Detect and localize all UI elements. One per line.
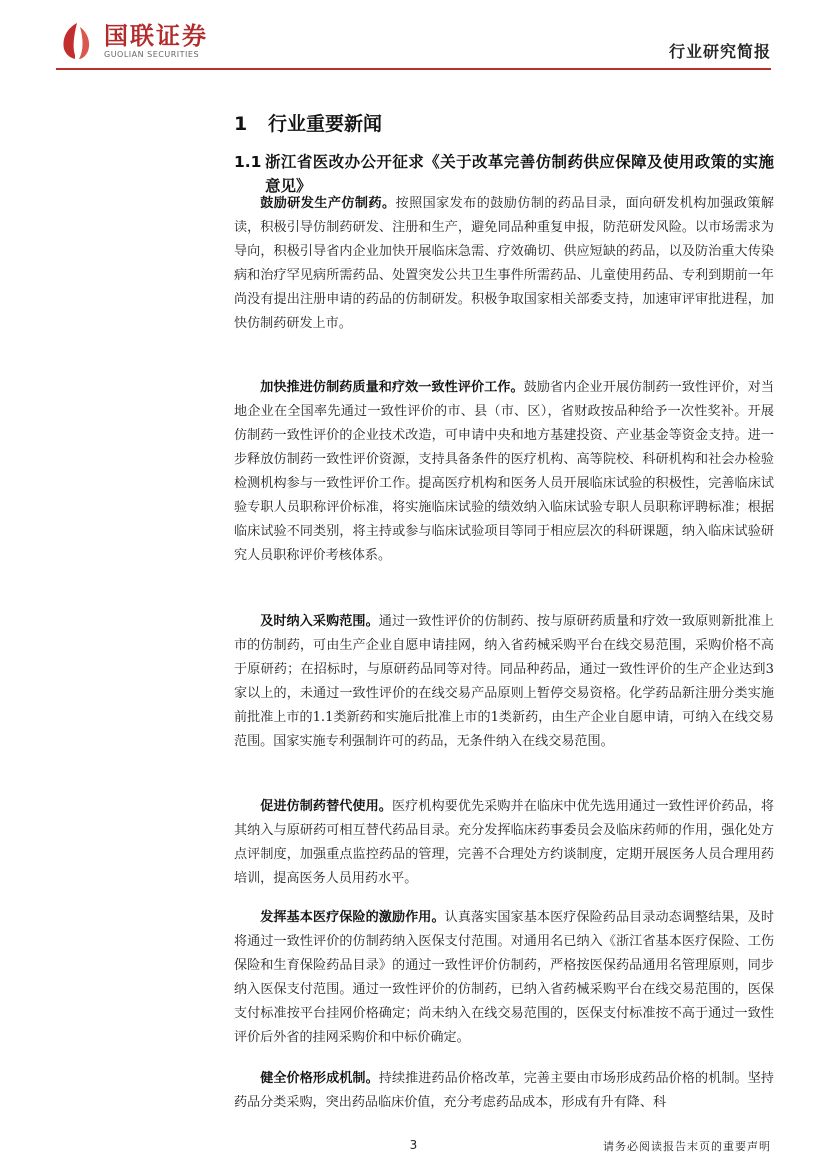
paragraph-lead: 促进仿制药替代使用。 — [260, 799, 392, 814]
subsection-title: 浙江省医改办公开征求《关于改革完善仿制药供应保障及使用政策的实施意见》 — [265, 153, 774, 195]
guolian-logo-icon — [58, 21, 96, 61]
section-heading — [234, 109, 382, 136]
header-divider — [56, 68, 771, 70]
report-type-label: 行业研究简报 — [668, 42, 771, 61]
paragraph — [234, 906, 774, 1050]
section-number: 1 — [234, 113, 248, 135]
footer-disclaimer: 请务必阅读报告末页的重要声明 — [603, 1140, 771, 1153]
paragraph-body: 持续推进药品价格改革，完善主要由市场形成药品价格的机制。坚持药品分类采购，突出药品临床价值，充分考虑药品成本，形成有升有降、科 — [234, 1071, 775, 1110]
paragraph-lead: 加快推进仿制药质量和疗效一致性评价工作。 — [260, 380, 524, 395]
paragraph-lead: 发挥基本医疗保险的激励作用。 — [260, 910, 445, 925]
page-header — [0, 0, 827, 80]
paragraph-body: 医疗机构要优先采购并在临床中优先选用通过一致性评价药品，将其纳入与原研药可相互替代药品目录。充分发挥临床药事委员会及临床药师的作用，强化处方点评制度，加强重点监控药品的管理，完善不合理处方约谈制度，定期开展医务人员合理用药培训，提高医务人员用药水平。 — [234, 799, 775, 886]
paragraph — [234, 376, 774, 568]
paragraph-body: 按照国家发布的鼓励仿制的药品目录，面向研发机构加强政策解读，积极引导仿制药研发、注册和生产，避免同品种重复申报，防范研发风险。以市场需求为导向，积极引导省内企业加快开展临床急需、疗效确切、供应短缺的药品，以及防治重大传染病和治疗罕见病所需药品、处置突发公共卫生事件所需药品、儿童使用药品、专利到期前一年尚没有提出注册申请的药品的仿制研发。积极争取国家相关部委支持，加速审评审批进程，加快仿制药研发上市。 — [234, 196, 775, 331]
paragraph-lead: 健全价格形成机制。 — [260, 1071, 379, 1086]
paragraph — [234, 795, 774, 891]
paragraph-body: 通过一致性评价的仿制药、按与原研药质量和疗效一致原则新批准上市的仿制药，可由生产企业自愿申请挂网，纳入省药械采购平台在线交易范围，采购价格不高于原研药；在招标时，与原研药品同等对待。同品种药品，通过一致性评价的生产企业达到3家以上的，未通过一致性评价的在线交易产品原则上暂停交易资格。化学药品新注册分类实施前批准上市的1.1类新药和实施后批准上市的1类新药，由生产企业自愿申请，可纳入在线交易范围。国家实施专利强制许可的药品，无条件纳入在线交易范围。 — [234, 614, 775, 749]
paragraph-body: 认真落实国家基本医疗保险药品目录动态调整结果，及时将通过一致性评价的仿制药纳入医保支付范围。对通用名已纳入《浙江省基本医疗保险、工伤保险和生育保险药品目录》的通过一致性评价仿制药，严格按医保药品通用名管理原则，同步纳入医保支付范围。通过一致性评价的仿制药，已纳入省药械采购平台在线交易范围的，医保支付标准按平台挂网价格确定；尚未纳入在线交易范围的，医保支付标准按不高于通过一致性评价后外省的挂网采购价和中标价确定。 — [234, 910, 775, 1045]
paragraph-body: 鼓励省内企业开展仿制药一致性评价，对当地企业在全国率先通过一致性评价的市、县（市、区），省财政按品种给予一次性奖补。开展仿制药一致性评价的企业技术改造，可申请中央和地方基建投资、产业基金等资金支持。进一步释放仿制药一致性评价资源，支持具备条件的医疗机构、高等院校、科研机构和社会办检验检测机构参与一致性评价工作。提高医疗机构和医务人员开展临床试验的积极性，完善临床试验专职人员职称评价标准，将实施临床试验的绩效纳入临床试验专职人员职称评聘标准；根据临床试验不同类别，将主持或参与临床试验项目等同于相应层次的科研课题，纳入临床试验研究人员职称评价考核体系。 — [234, 380, 775, 563]
page-number: 3 — [409, 1138, 418, 1152]
section-title: 行业重要新闻 — [268, 113, 383, 135]
subsection-number: 1.1 — [234, 153, 262, 171]
company-logo — [58, 18, 208, 64]
paragraph-lead: 及时纳入采购范围。 — [260, 614, 379, 629]
paragraph — [234, 192, 774, 336]
logo-english-name: GUOLIAN SECURITIES — [104, 49, 200, 59]
paragraph — [234, 1067, 774, 1115]
paragraph — [234, 610, 774, 754]
logo-chinese-name: 国联证券 — [104, 21, 208, 50]
subsection-heading — [234, 150, 774, 198]
paragraph-lead: 鼓励研发生产仿制药。 — [260, 196, 396, 211]
